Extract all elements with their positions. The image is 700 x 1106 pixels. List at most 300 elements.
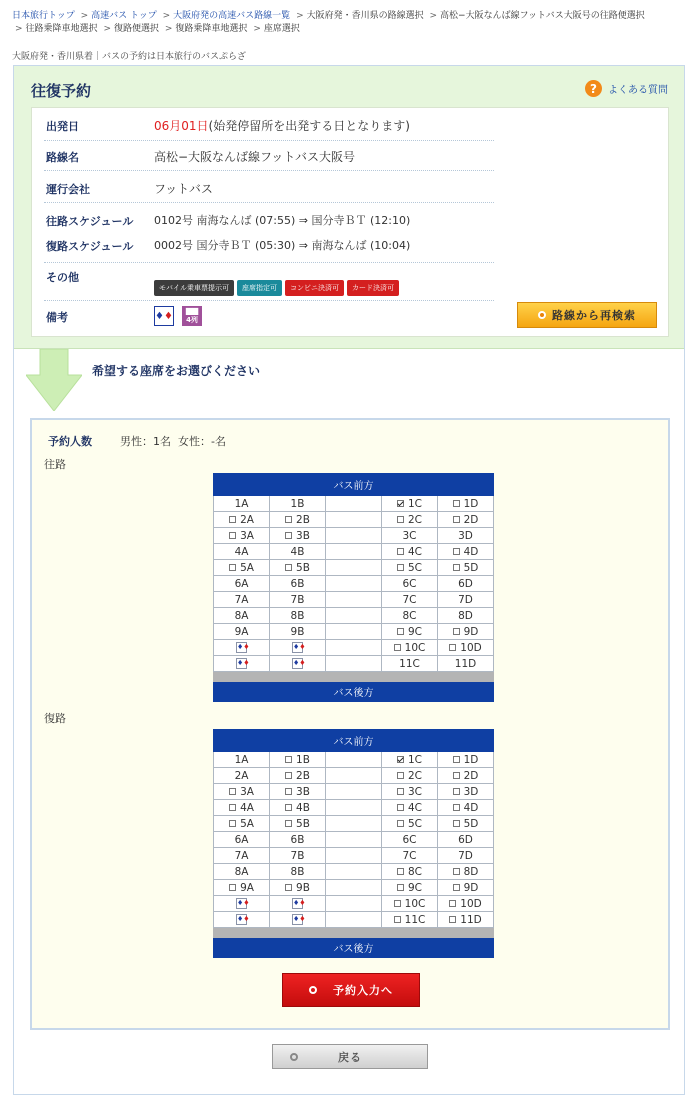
seat-checkbox[interactable] [229,788,236,795]
seat-5a[interactable] [214,560,270,576]
seat-9c[interactable] [382,624,438,640]
seat-checkbox[interactable] [453,804,460,811]
seat-checkbox[interactable] [394,900,401,907]
seat-checkbox[interactable] [229,884,236,891]
seat-6c [382,576,438,592]
seat-checkbox[interactable] [394,644,401,651]
seat-label: 5A [240,561,254,574]
seat-5c[interactable] [382,560,438,576]
seat-2c[interactable] [382,768,438,784]
seat-label: 4D [463,545,479,558]
seat-row [214,816,494,832]
seat-8c[interactable] [382,864,438,880]
toilet-icon: ♦♦ [293,659,306,667]
breadcrumb-label[interactable]: 日本旅行トップ [12,11,75,21]
seat-row [214,752,494,768]
aisle-cell [326,496,382,512]
seat-label: 10D [460,641,482,654]
seat-10d[interactable] [438,896,494,912]
seat-checkbox[interactable] [453,884,460,891]
toilet-icon: ♦♦ [293,899,306,907]
other-row [44,263,494,301]
seat-1b[interactable] [270,752,326,768]
outbound-schedule-label: 往路スケジュール [46,215,134,228]
seat-1a [214,752,270,768]
breadcrumb-item[interactable] [12,11,75,21]
breadcrumb-separator: > [15,24,23,34]
departure-label: 出発日 [46,120,79,133]
seat-9a [214,624,270,640]
breadcrumb-separator: > [162,11,171,21]
breadcrumb-item[interactable] [160,11,291,21]
breadcrumb-label: 往路乗降車地選択 [25,24,98,34]
seat-checkbox[interactable] [397,788,404,795]
seat-checkbox[interactable] [397,772,404,779]
seat-7d [438,848,494,864]
seat-9b[interactable] [270,880,326,896]
seat-4d[interactable] [438,800,494,816]
breadcrumb-label: 復路乗降車地選択 [175,24,248,34]
feature-badge: 座席指定可 [237,280,282,296]
seat-checkbox[interactable] [397,884,404,891]
seat-4c[interactable] [382,544,438,560]
toilet-cell [214,656,270,672]
seat-label: 8A [234,865,249,878]
route-row [44,141,494,171]
seat-2c[interactable] [382,512,438,528]
seat-row [214,864,494,880]
aisle-cell [326,800,382,816]
seat-3d [438,528,494,544]
seat-checkbox[interactable] [285,756,292,763]
seat-label: 6A [234,833,249,846]
seat-checkbox[interactable] [285,820,292,827]
aisle-cell [326,608,382,624]
seat-label: 9D [463,625,479,638]
aisle-cell [326,848,382,864]
seat-row [214,912,494,928]
seat-label: 9C [407,625,422,638]
schedule-row [44,203,494,263]
seat-label: 4A [234,545,249,558]
seat-11c[interactable] [382,912,438,928]
seat-label: 1B [290,497,305,510]
seat-5c[interactable] [382,816,438,832]
passenger-count [48,433,226,449]
seat-label: 5C [407,817,422,830]
seat-checkbox[interactable] [397,820,404,827]
toilet-cell [214,912,270,928]
seat-checkbox[interactable] [285,772,292,779]
seat-4b[interactable] [270,800,326,816]
seat-label: 4D [463,801,479,814]
seat-row [214,576,494,592]
seat-label: 2B [296,769,310,782]
bullet-icon [538,311,546,319]
seat-checkbox[interactable] [229,532,236,539]
seat-label: 6D [458,577,473,590]
seat-label: 7C [402,849,417,862]
seat-checkbox[interactable] [449,644,456,651]
seat-7a [214,592,270,608]
seat-label: 9C [407,881,422,894]
seat-11d[interactable] [438,912,494,928]
seat-9c[interactable] [382,880,438,896]
seat-checkbox[interactable] [449,916,456,923]
seat-1c[interactable] [382,752,438,768]
aisle-cell [326,832,382,848]
seat-4c[interactable] [382,800,438,816]
seat-label: 2A [240,513,254,526]
seat-checkbox[interactable] [285,804,292,811]
seat-label: 7B [290,593,305,606]
four-row-label: 4列 [186,316,198,324]
seat-label: 10C [404,641,426,654]
seat-4a[interactable] [214,800,270,816]
aisle-cell [326,544,382,560]
seat-7c [382,848,438,864]
reserve-input-button[interactable] [282,973,420,1007]
seat-label: 10C [404,897,426,910]
seat-3b[interactable] [270,528,326,544]
seat-checkbox[interactable] [453,564,460,571]
seat-checkbox[interactable] [453,628,460,635]
toilet-icon: ♦♦ [237,899,250,907]
seat-label: 5B [296,817,310,830]
divider-cell [438,928,494,938]
seat-row [214,848,494,864]
seat-label: 8C [407,865,422,878]
seat-8a [214,864,270,880]
bus-rear-divider [214,672,494,682]
operator-row [44,171,494,203]
seat-label: 5D [463,561,479,574]
return-schedule-value: 0002号 国分寺ＢＴ (05:30) ⇒ 南海なんば (10:04) [154,239,411,252]
seat-label: 11C [399,657,420,670]
seat-2d[interactable] [438,512,494,528]
seat-checkbox[interactable] [394,916,401,923]
seat-checkbox[interactable] [453,548,460,555]
passenger-count-label: 予約人数 [48,435,92,448]
seat-2a [214,768,270,784]
seat-checkbox[interactable] [397,564,404,571]
breadcrumb-separator: > [253,24,261,34]
outbound-schedule-value: 0102号 南海なんば (07:55) ⇒ 国分寺ＢＴ (12:10) [154,214,411,227]
seat-2a[interactable] [214,512,270,528]
aisle-cell [326,560,382,576]
seat-1c[interactable] [382,496,438,512]
seat-checkbox[interactable] [453,788,460,795]
seat-5b[interactable] [270,560,326,576]
seat-checkbox[interactable] [453,516,460,523]
seat-label: 5A [240,817,254,830]
seat-1d[interactable] [438,752,494,768]
seat-label: 3D [463,785,479,798]
bullet-icon [309,986,317,994]
research-route-label: 路線から再検索 [552,309,636,322]
seat-label: 4C [407,801,422,814]
seat-label: 7A [234,593,249,606]
seat-label: 2C [407,769,422,782]
seat-checkbox[interactable] [285,564,292,571]
seat-label: 4B [296,801,310,814]
bus-front-label: バス前方 [214,474,494,496]
breadcrumb-item [427,11,645,21]
seat-label: 3D [458,529,473,542]
remark-icons [154,306,202,326]
breadcrumb-item[interactable] [78,11,157,21]
aisle-cell [326,768,382,784]
seat-label: 7D [458,849,473,862]
breadcrumb-item [250,24,300,34]
seat-9b [270,624,326,640]
four-row-seat-icon: ▆▆ 4列 [182,306,202,326]
seat-9a[interactable] [214,880,270,896]
back-button-label: 戻る [338,1050,362,1064]
seat-row [214,832,494,848]
seat-11c [382,656,438,672]
seat-row [214,784,494,800]
seat-checkbox[interactable] [285,516,292,523]
seat-label: 3C [407,785,422,798]
seat-6a [214,832,270,848]
route-label: 路線名 [46,151,79,164]
breadcrumb-item [12,24,98,34]
seat-row [214,896,494,912]
seat-3a[interactable] [214,528,270,544]
divider-cell [270,928,326,938]
seat-label: 2D [463,513,479,526]
question-circle-icon: ? [585,80,602,97]
remarks-row [44,301,494,337]
seat-11d [438,656,494,672]
seat-1d[interactable] [438,496,494,512]
toilet-icon: ♦ ♦ [154,306,174,326]
seat-checkbox[interactable] [229,804,236,811]
seat-2b[interactable] [270,512,326,528]
seat-6b [270,832,326,848]
toilet-cell [214,640,270,656]
breadcrumb [12,10,692,36]
seat-row [214,880,494,896]
seat-5d[interactable] [438,560,494,576]
seat-9d[interactable] [438,880,494,896]
seat-checkbox[interactable] [229,564,236,571]
other-label: その他 [46,271,79,284]
seat-2d[interactable] [438,768,494,784]
seat-label: 6C [402,577,417,590]
seat-3c[interactable] [382,784,438,800]
seat-label: 9A [240,881,254,894]
seat-label: 1C [407,753,422,766]
research-route-button[interactable] [517,302,657,328]
seat-7b [270,848,326,864]
seat-label: 7C [402,593,417,606]
seat-checkbox[interactable] [397,868,404,875]
feature-badge: モバイル乗車票提示可 [154,280,234,296]
seat-checkbox[interactable] [229,820,236,827]
seat-label: 7D [458,593,473,606]
seat-label: 8B [290,865,305,878]
seat-checkbox[interactable] [397,500,404,507]
seat-label: 11D [454,657,477,670]
feature-badges [154,280,399,296]
breadcrumb-item [162,24,248,34]
seat-label: 9D [463,881,479,894]
seat-label: 8A [234,609,249,622]
breadcrumb-item [293,11,424,21]
aisle-cell [326,912,382,928]
seat-6c [382,832,438,848]
bus-rear-divider [214,928,494,938]
seat-label: 6D [458,833,473,846]
faq-link-label: よくある質問 [608,85,668,96]
faq-link[interactable] [585,80,668,97]
breadcrumb-label[interactable]: 大阪府発の高速バス路線一覧 [173,11,291,21]
seat-label: 2A [234,769,249,782]
seat-label: 2D [463,769,479,782]
seat-row [214,592,494,608]
seat-checkbox[interactable] [453,756,460,763]
seat-row [214,496,494,512]
seat-row [214,608,494,624]
seat-label: 1D [463,497,479,510]
seat-4d[interactable] [438,544,494,560]
seat-label: 4C [407,545,422,558]
seat-label: 9B [296,881,310,894]
back-button[interactable] [272,1044,428,1069]
seat-8d[interactable] [438,864,494,880]
page-title: 往復予約 [31,82,92,100]
seat-3b[interactable] [270,784,326,800]
seat-checkbox[interactable] [397,756,404,763]
seat-8d [438,608,494,624]
seat-label: 8B [290,609,305,622]
toilet-cell [270,640,326,656]
divider-cell [438,672,494,682]
seat-checkbox[interactable] [397,804,404,811]
seat-7b [270,592,326,608]
toilet-cell [214,896,270,912]
seat-label: 11D [460,913,482,926]
breadcrumb-item [100,24,159,34]
toilet-cell [270,656,326,672]
seat-checkbox[interactable] [285,532,292,539]
breadcrumb-label[interactable]: 高速バス トップ [91,11,157,21]
breadcrumb-separator: > [103,24,111,34]
seat-checkbox[interactable] [397,628,404,635]
seat-label: 6B [290,833,305,846]
seat-label: 9B [290,625,305,638]
seat-checkbox[interactable] [397,516,404,523]
toilet-icon: ♦♦ [237,915,250,923]
down-arrow-icon [26,349,82,411]
seat-7c [382,592,438,608]
seat-label: 1A [234,497,249,510]
passenger-count-value: 男性：1名 女性：-名 [120,435,226,448]
main-container [13,65,685,1095]
seat-6d [438,576,494,592]
aisle-cell [326,864,382,880]
seat-5d[interactable] [438,816,494,832]
return-label: 復路 [44,712,66,725]
reservation-info-box [31,107,669,337]
seat-checkbox[interactable] [285,788,292,795]
aisle-cell [326,752,382,768]
seat-checkbox[interactable] [397,548,404,555]
seat-checkbox[interactable] [453,772,460,779]
divider-cell [382,928,438,938]
seat-row [214,768,494,784]
aisle-cell [326,624,382,640]
route-value: 高松−大阪なんば線フットバス大阪号 [154,150,355,164]
aisle-cell [326,880,382,896]
departure-value [154,117,410,134]
seat-checkbox[interactable] [453,820,460,827]
seat-label: 8D [463,865,479,878]
seat-10c[interactable] [382,896,438,912]
divider-cell [382,672,438,682]
seat-1a [214,496,270,512]
seat-label: 9A [234,625,249,638]
seat-checkbox[interactable] [453,868,460,875]
breadcrumb-label: 復路便選択 [113,24,159,34]
seat-9d[interactable] [438,624,494,640]
aisle-cell [326,896,382,912]
seat-label: 5D [463,817,479,830]
seat-label: 3B [296,785,310,798]
breadcrumb-separator: > [164,24,173,34]
seat-2b[interactable] [270,768,326,784]
seat-label: 3B [296,529,310,542]
seat-label: 10D [460,897,482,910]
toilet-icon: ♦♦ [293,643,306,651]
seat-checkbox[interactable] [453,500,460,507]
seat-label: 1C [407,497,422,510]
seat-8c [382,608,438,624]
seat-label: 8C [402,609,417,622]
divider-cell [214,928,270,938]
seat-10c[interactable] [382,640,438,656]
seat-3c [382,528,438,544]
seat-label: 1A [234,753,249,766]
seat-label: 4B [290,545,305,558]
seat-3d[interactable] [438,784,494,800]
seat-3a[interactable] [214,784,270,800]
seat-label: 4A [240,801,254,814]
seat-6d [438,832,494,848]
operator-label: 運行会社 [46,183,90,196]
seat-label: 2C [407,513,422,526]
seat-checkbox[interactable] [285,884,292,891]
seat-checkbox[interactable] [229,516,236,523]
seat-10d[interactable] [438,640,494,656]
breadcrumb-label: 座席選択 [263,24,300,34]
seat-label: 7A [234,849,249,862]
seat-label: 6B [290,577,305,590]
breadcrumb-separator: > [296,11,304,21]
seat-row [214,512,494,528]
seat-label: 6A [234,577,249,590]
departure-date: 06月01日 [154,119,209,133]
toilet-icon: ♦♦ [237,643,250,651]
seat-row [214,560,494,576]
seat-checkbox[interactable] [449,900,456,907]
departure-row [44,108,494,141]
seat-8b [270,864,326,880]
seat-5b[interactable] [270,816,326,832]
seat-5a[interactable] [214,816,270,832]
